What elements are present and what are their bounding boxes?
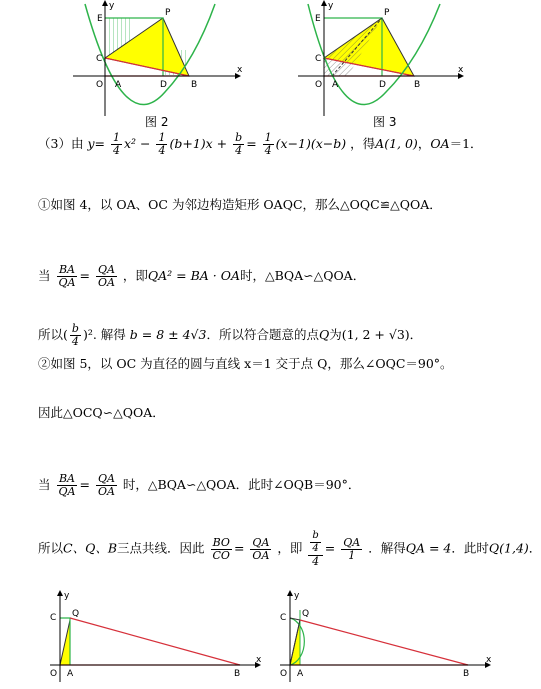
line-part-3: （3）由 y= $\frac{1}{4}$ x² − $\frac{1}{4}$ (b+1)x + $\frac{b}{4}$ = $\frac{1}{4}$ (x−1)(x−b) ，得A(1, 0)，OA＝1．	[38, 131, 483, 157]
triangle-oqa	[60, 620, 70, 665]
figure-3-caption: 图 3	[373, 115, 397, 129]
figure-2	[65, 0, 245, 118]
line-solve-2: 所以C、Q、B三点共线．因此 $\frac{BO}{CO}$ = $\frac{QA}{OA}$ ，即 $\frac{\frac{b}{4}}{4}$ = $\frac{QA}{1}$ ．解得QA = 4．此时Q(1,4)．	[38, 530, 541, 568]
line-condition-2: 当 $\frac{BA}{QA}$ = $\frac{QA}{OA}$ 时，△BQA∽△QOA．此时∠OQB＝90°．	[38, 472, 361, 498]
label-A: A	[67, 669, 74, 679]
label-y: y	[294, 591, 300, 601]
label-P: P	[165, 8, 171, 18]
figure-5	[270, 590, 500, 685]
label-E: E	[315, 14, 321, 24]
label-C: C	[50, 613, 57, 623]
label-E: E	[97, 14, 103, 24]
label-B: B	[414, 80, 421, 90]
label-x: x	[256, 655, 262, 665]
label-A: A	[332, 80, 339, 90]
label-Q: Q	[72, 609, 80, 619]
label-O: O	[280, 669, 288, 679]
label-O: O	[315, 80, 323, 90]
label-A: A	[297, 669, 304, 679]
label-D: D	[160, 80, 167, 90]
line-qb	[70, 618, 240, 665]
label-O: O	[50, 669, 58, 679]
label-B: B	[463, 669, 470, 679]
line-similar: 因此△OCQ∽△QOA．	[38, 405, 165, 420]
label-y: y	[328, 1, 334, 11]
figure-2-caption: 图 2	[145, 115, 169, 129]
label-O: O	[96, 80, 104, 90]
figure-3	[290, 0, 470, 118]
line-solve-1: 所以( $\frac{b}{4}$ )². 解得 b = 8 ± 4√3．所以符合题意的点Q为(1, 2 + √3)．	[38, 322, 423, 348]
label-D: D	[379, 80, 386, 90]
label-C: C	[96, 54, 103, 64]
label-x: x	[237, 65, 243, 75]
label-x: x	[458, 65, 464, 75]
label-y: y	[64, 591, 70, 601]
figure-4	[40, 590, 270, 685]
label-B: B	[191, 80, 198, 90]
label-B: B	[234, 669, 241, 679]
line-case-2: ②如图 5，以 OC 为直径的圆与直线 x＝1 交于点 Q，那么∠OQC＝90°。	[38, 356, 453, 371]
label-Q: Q	[302, 609, 310, 619]
line-case-1: ①如图 4，以 OA、OC 为邻边构造矩形 OAQC，那么△OQC≌△QOA．	[38, 197, 442, 212]
label-y: y	[109, 1, 115, 11]
line-condition-1: 当 $\frac{BA}{QA}$ = $\frac{QA}{OA}$ ，即QA² = BA · OA时，△BQA∽△QOA．	[38, 263, 366, 289]
label-C: C	[280, 613, 287, 623]
label-x: x	[486, 655, 492, 665]
label-C: C	[315, 54, 322, 64]
label-A: A	[115, 80, 122, 90]
label-P: P	[384, 8, 390, 18]
line-qb	[300, 620, 468, 665]
